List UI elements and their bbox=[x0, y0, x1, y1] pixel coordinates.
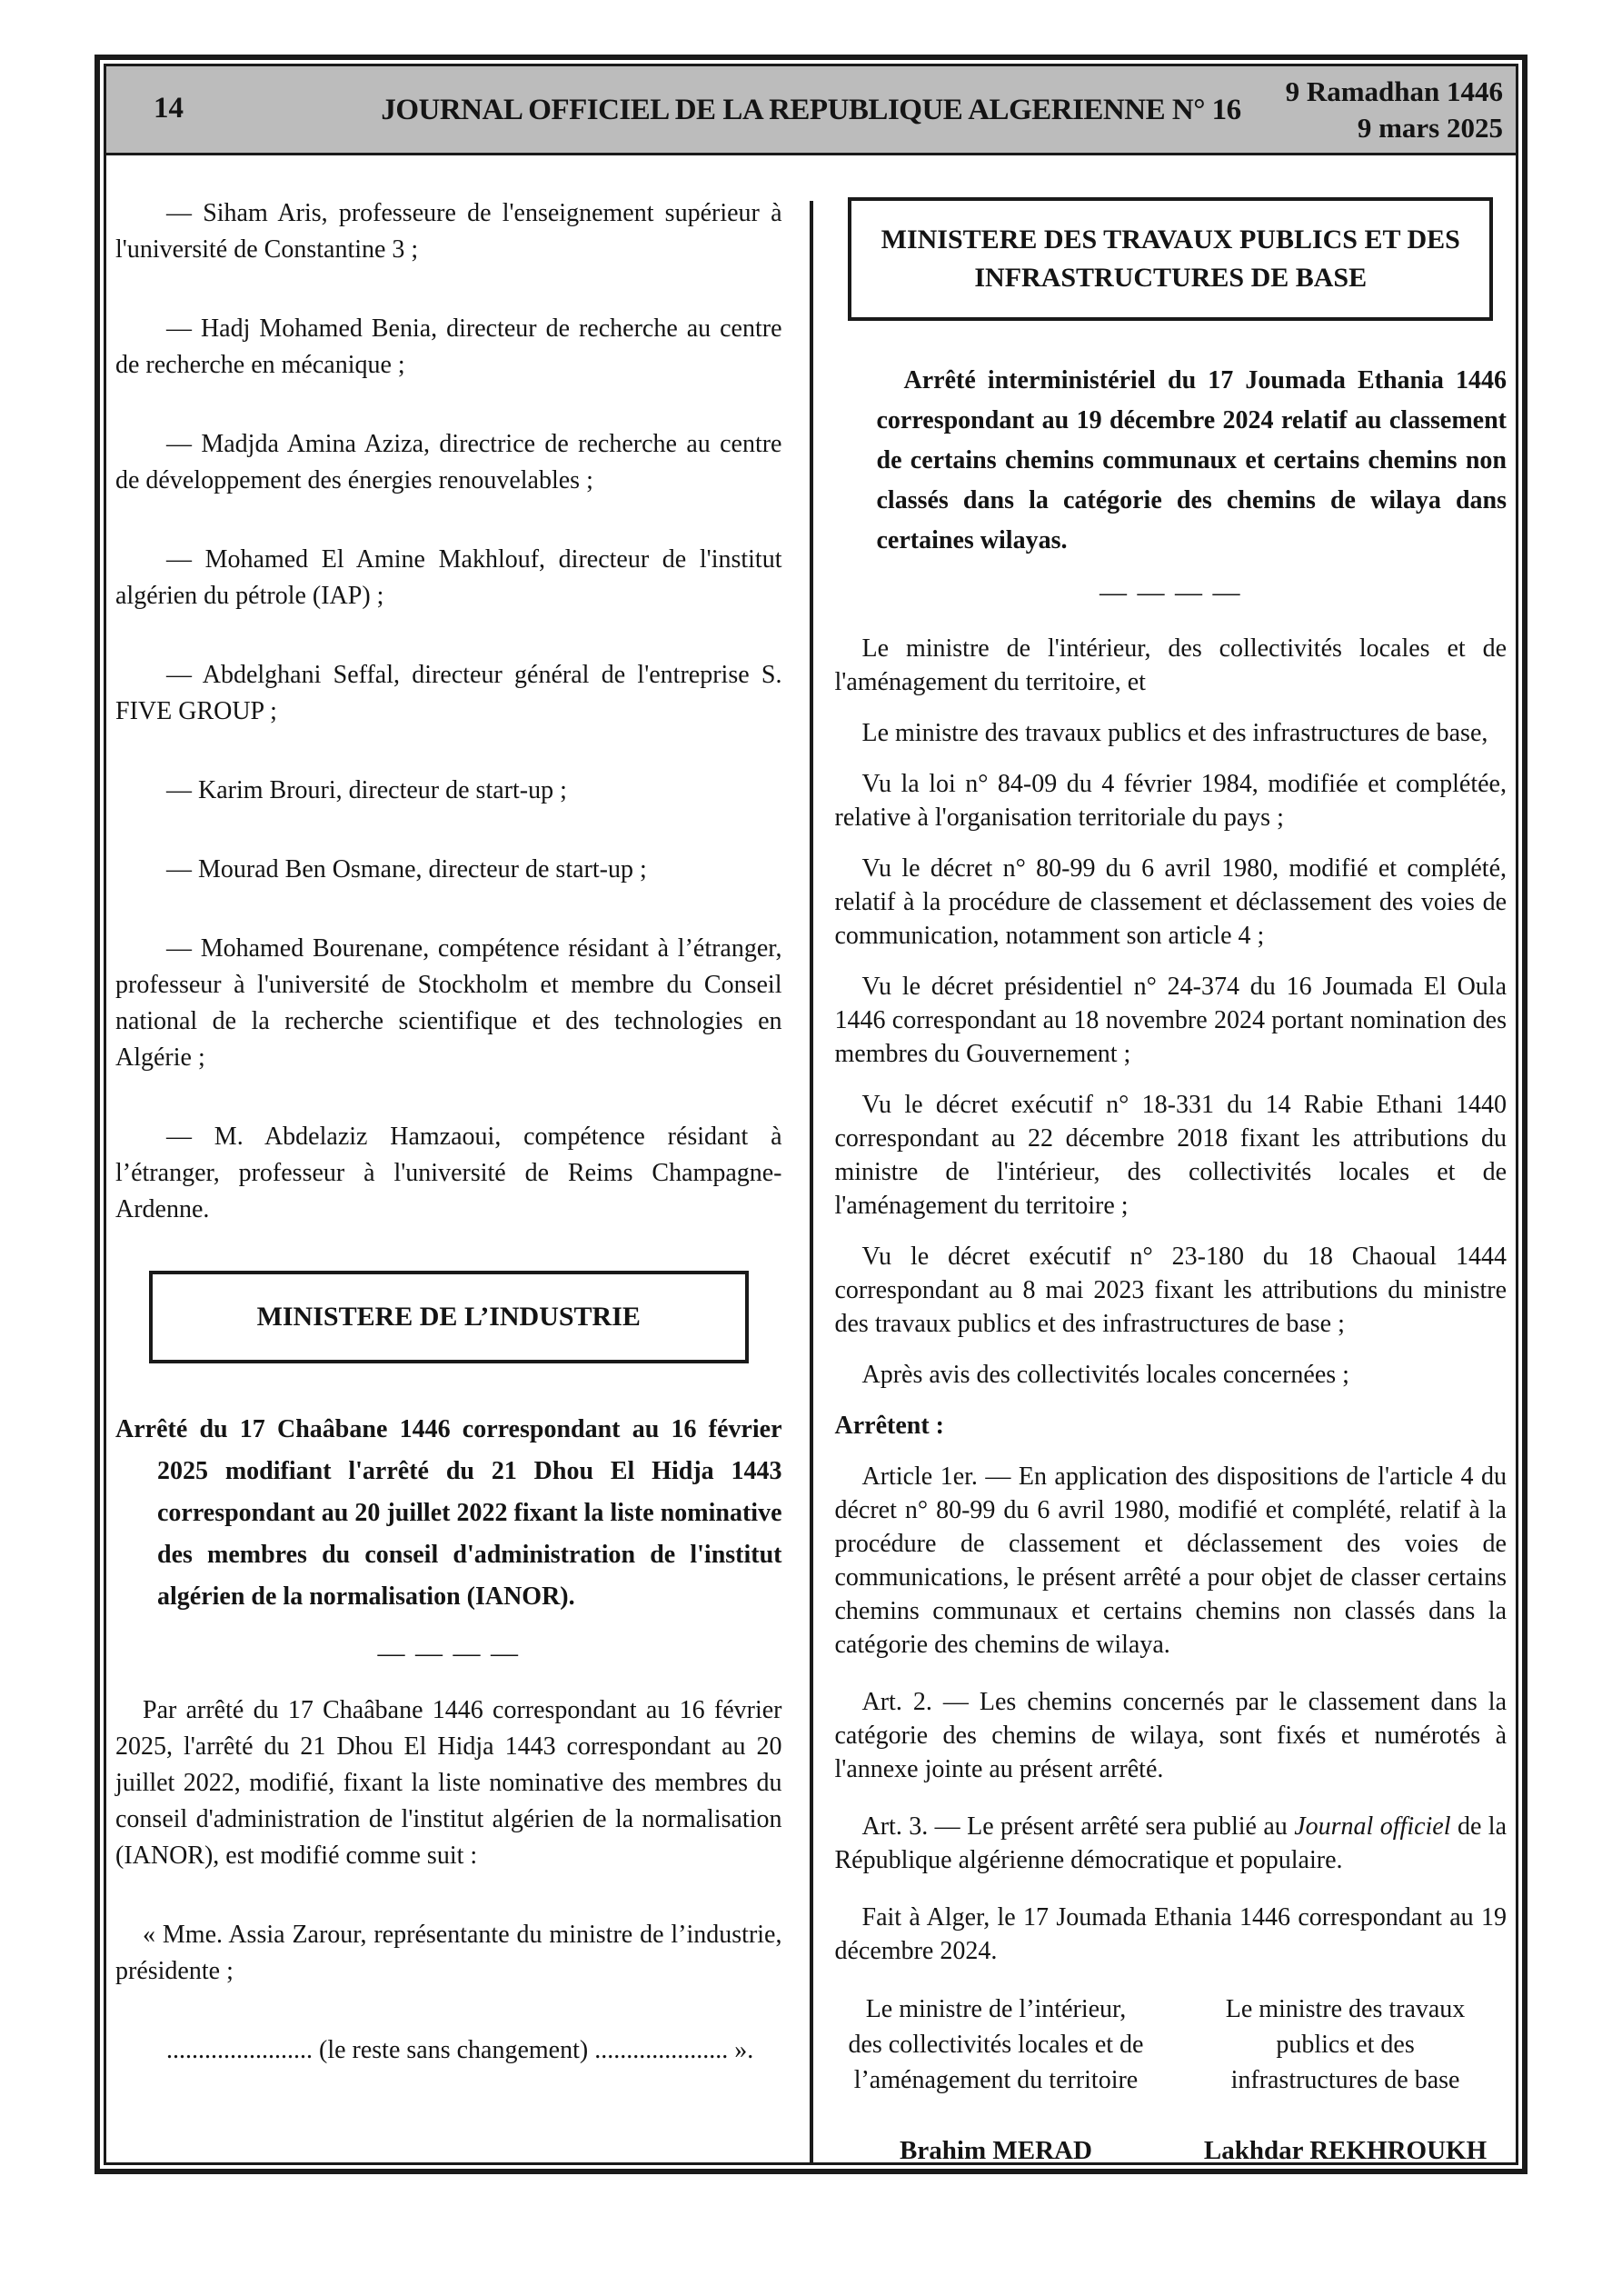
preamble-paragraph: Vu la loi n° 84-09 du 4 février 1984, modifiée et complétée, relative à l'organisation territoriale du pays ; bbox=[834, 770, 1507, 832]
page-frame-inner bbox=[104, 64, 1518, 2165]
signature-role-line: infrastructures de base bbox=[1230, 2066, 1460, 2094]
preamble-paragraph: Le ministre des travaux publics et des infrastructures de base, bbox=[861, 719, 1488, 747]
list-item: — Abdelghani Seffal, directeur général de l'entreprise S. FIVE GROUP ; bbox=[115, 661, 782, 725]
arretent-heading: Arrêtent : bbox=[834, 1412, 944, 1440]
page-frame bbox=[95, 55, 1527, 2174]
signature-role-right bbox=[1184, 1992, 1507, 2098]
article-3 bbox=[835, 1810, 1508, 1877]
signature-role-line: l’aménagement du territoire bbox=[853, 2066, 1139, 2094]
signature-names bbox=[835, 2136, 1508, 2165]
signature-role-left bbox=[835, 1992, 1158, 2098]
signature-role-line: des collectivités locales et de bbox=[848, 2031, 1144, 2059]
decree-title-industry: Arrêté du 17 Chaâbane 1446 correspondant au 16 février 2025 modifiant l'arrêté du 21 Dhou El Hidja 1443 correspondant au 20 juillet 2022 fixant la liste nominative des membres du conseil d'administration de l'institut algérien de la normalisation (IANOR). bbox=[115, 1415, 782, 1611]
list-item: — Mohamed Bourenane, compétence résidant à l’étranger, professeur à l'université de Stockholm et membre du Conseil national de la recherche scientifique et des technologies en Algérie ; bbox=[115, 934, 782, 1072]
article-3-post: de la République algérienne démocratique et populaire. bbox=[834, 1812, 1507, 1874]
decree-title-travaux: Arrêté interministériel du 17 Joumada Ethania 1446 correspondant au 19 décembre 2024 relatif au classement de certains chemins communaux et certains chemins non classés dans la catégorie des chemins de wilaya dans certaines wilayas. bbox=[876, 366, 1507, 554]
column-divider bbox=[810, 201, 813, 2165]
decree-body-paragraph: Par arrêté du 17 Chaâbane 1446 correspondant au 16 février 2025, l'arrêté du 21 Dhou El Hidja 1443 correspondant au 20 juillet 2022, modifié, fixant la liste nominative des membres du conseil d'administration de l'institut algérien de la normalisation (IANOR), est modifié comme suit : bbox=[115, 1696, 782, 1870]
left-column bbox=[106, 155, 811, 2165]
date-hijri: 9 Ramadhan 1446 bbox=[1285, 75, 1503, 107]
preamble-paragraph: Vu le décret exécutif n° 18-331 du 14 Rabie Ethani 1440 correspondant au 22 décembre 2018 fixant les attributions du ministre de l'intérieur, des collectivités locales et de l'aménagement du territoire ; bbox=[834, 1091, 1507, 1220]
right-column bbox=[811, 155, 1517, 2165]
list-item: — Hadj Mohamed Benia, directeur de recherche au centre de recherche en mécanique ; bbox=[115, 314, 782, 379]
page-number: 14 bbox=[154, 92, 184, 125]
signature-roles bbox=[835, 1992, 1508, 2098]
preamble-paragraph: Vu le décret n° 80-99 du 6 avril 1980, modifié et complété, relatif à la procédure de classement et déclassement des voies de communication, notamment son article 4 ; bbox=[834, 854, 1507, 950]
preamble-paragraph: Le ministre de l'intérieur, des collectivités locales et de l'aménagement du territoire, et bbox=[834, 634, 1507, 696]
preamble-paragraph: Vu le décret présidentiel n° 24-374 du 16 Joumada El Oula 1446 correspondant au 18 novembre 2024 portant nomination des membres du Gouvernement ; bbox=[834, 973, 1507, 1068]
article-2: Art. 2. — Les chemins concernés par le classement dans la catégorie des chemins de wilaya, sont fixés et numérotés à l'annexe jointe au présent arrêté. bbox=[834, 1688, 1507, 1783]
page-body bbox=[106, 155, 1516, 2165]
date-gregorian: 9 mars 2025 bbox=[1357, 112, 1503, 144]
signature-name-left: Brahim MERAD bbox=[900, 2136, 1092, 2165]
quote-paragraph: « Mme. Assia Zarour, représentante du ministre de l’industrie, présidente ; bbox=[115, 1921, 782, 1985]
header-dates bbox=[1286, 74, 1503, 146]
list-item: — M. Abdelaziz Hamzaoui, compétence résidant à l’étranger, professeur à l'université de Reims Champagne-Ardenne. bbox=[115, 1123, 782, 1223]
signature-name-right: Lakhdar REKHROUKH bbox=[1203, 2136, 1488, 2165]
list-item: — Madjda Amina Aziza, directrice de recherche au centre de développement des énergies renouvelables ; bbox=[115, 430, 782, 494]
list-item: — Siham Aris, professeure de l'enseignement supérieur à l'université de Constantine 3 ; bbox=[115, 199, 782, 264]
preamble-paragraph: Après avis des collectivités locales concernées ; bbox=[861, 1361, 1349, 1389]
dash-separator: — — — — bbox=[377, 1638, 520, 1668]
ministry-industry-heading: MINISTERE DE L’INDUSTRIE bbox=[149, 1271, 749, 1363]
article-1: Article 1er. — En application des dispositions de l'article 4 du décret n° 80-99 du 6 avril 1980, modifié et complété, relatif à la procédure de classement et déclassement des voies de communications, le présent arrêté a pour objet de classer certains chemins communaux et certains chemins non classés dans la catégorie des chemins de wilaya. bbox=[834, 1462, 1507, 1659]
dash-separator: — — — — bbox=[1100, 577, 1242, 607]
list-item: — Mourad Ben Osmane, directeur de start-up ; bbox=[166, 855, 647, 883]
header-band bbox=[106, 66, 1516, 155]
list-item: — Mohamed El Amine Makhlouf, directeur de l'institut algérien du pétrole (IAP) ; bbox=[115, 545, 782, 610]
ministry-travaux-heading: MINISTERE DES TRAVAUX PUBLICS ET DES INFRASTRUCTURES DE BASE bbox=[848, 197, 1493, 321]
ellipsis-line: ....................... (le reste sans changement) ..................... ». bbox=[166, 2036, 754, 2064]
signature-role-line: Le ministre de l’intérieur, bbox=[865, 1995, 1127, 2023]
preamble-paragraph: Vu le décret exécutif n° 23-180 du 18 Chaoual 1444 correspondant au 8 mai 2023 fixant les attributions du ministre des travaux publics et des infrastructures de base ; bbox=[834, 1243, 1507, 1338]
fait-paragraph: Fait à Alger, le 17 Joumada Ethania 1446 correspondant au 19 décembre 2024. bbox=[834, 1903, 1507, 1965]
signature-role-line: publics et des bbox=[1276, 2031, 1415, 2059]
journal-title: JOURNAL OFFICIEL DE LA REPUBLIQUE ALGERIENNE N° 16 bbox=[381, 94, 1241, 126]
list-item: — Karim Brouri, directeur de start-up ; bbox=[166, 776, 567, 804]
article-3-journal-officiel: Journal officiel bbox=[1294, 1812, 1451, 1841]
article-3-pre: Art. 3. — Le présent arrêté sera publié au bbox=[861, 1812, 1295, 1841]
signature-role-line: Le ministre des travaux bbox=[1225, 1995, 1466, 2023]
